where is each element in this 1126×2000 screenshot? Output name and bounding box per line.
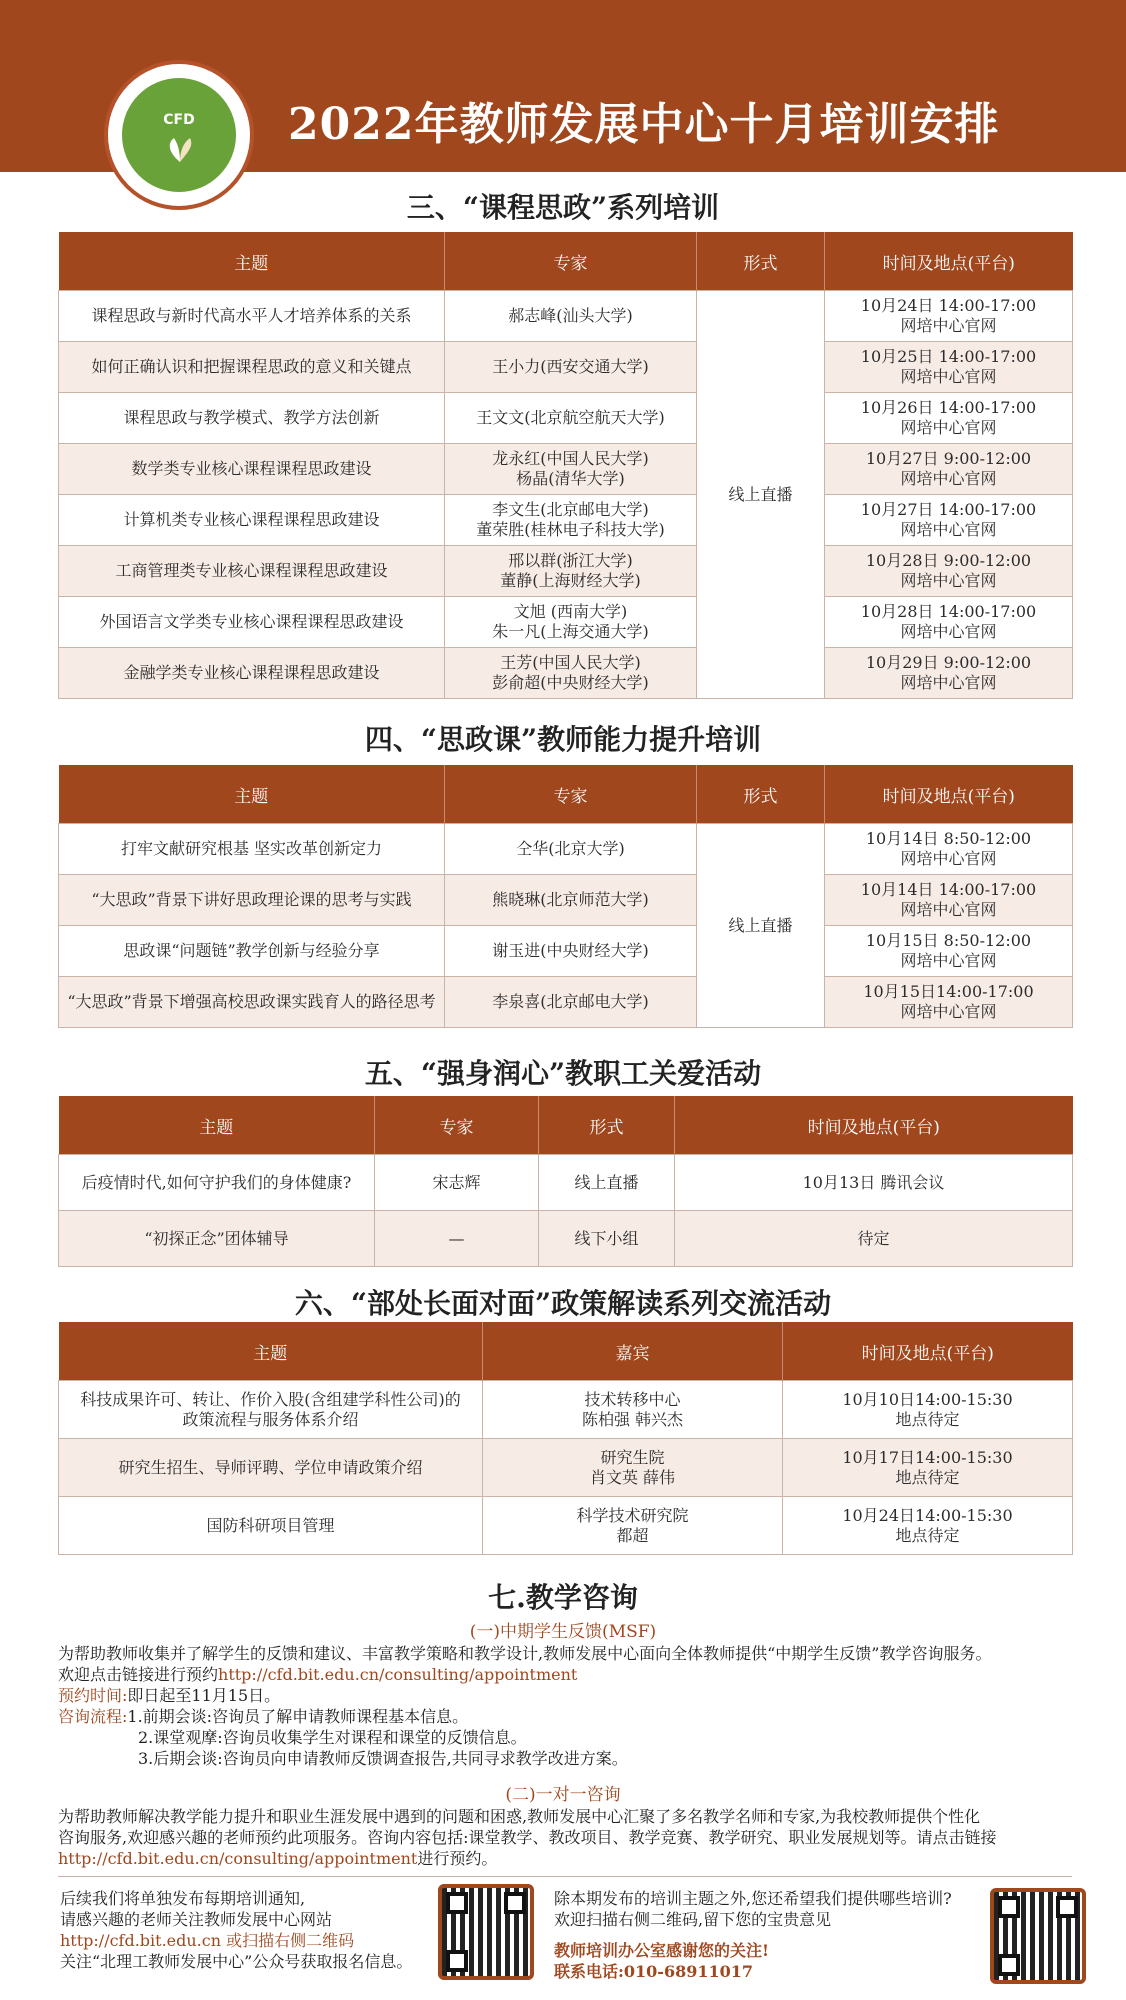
table-row bbox=[59, 1155, 1073, 1211]
expert-cell: 宋志辉 bbox=[375, 1155, 539, 1211]
col-format: 形式 bbox=[697, 232, 825, 291]
time-text: 10月15日 8:50-12:00 bbox=[865, 931, 1032, 950]
topic-cell-line: 国防科研项目管理 bbox=[206, 1515, 335, 1535]
expert-cell-line: 邢以群(浙江大学) bbox=[508, 551, 633, 570]
expert-cell bbox=[445, 393, 697, 444]
expert-cell bbox=[445, 875, 697, 926]
table-row bbox=[59, 342, 1073, 393]
col-expert: 专家 bbox=[375, 1096, 539, 1155]
msf-intro: 为帮助教师收集并了解学生的反馈和建议、丰富教学策略和教学设计,教师发展中心面向全体教师提供“中期学生反馈”教学咨询服务。 bbox=[58, 1644, 992, 1663]
col-expert: 专家 bbox=[445, 765, 697, 824]
msf-description bbox=[58, 1643, 1072, 1769]
topic-cell-line: 政策流程与服务体系介绍 bbox=[182, 1409, 359, 1429]
footer-left-line-1: 后续我们将单独发布每期培训通知, bbox=[60, 1889, 306, 1908]
col-topic: 主题 bbox=[59, 232, 445, 291]
expert-cell bbox=[445, 926, 697, 977]
time-place-cell bbox=[825, 342, 1073, 393]
ideology-course-table bbox=[58, 765, 1073, 1028]
table-row bbox=[59, 393, 1073, 444]
place-text: 地点待定 bbox=[895, 1467, 960, 1487]
topic-cell: 打牢文献研究根基 坚实改革创新定力 bbox=[59, 824, 445, 875]
expert-cell-line: 董荣胜(桂林电子科技大学) bbox=[476, 520, 665, 539]
topic-cell bbox=[59, 1439, 483, 1497]
time-text: 10月27日 14:00-17:00 bbox=[860, 500, 1037, 519]
course-ideology-table bbox=[58, 232, 1073, 699]
page-title: 2022年教师发展中心十月培训安排 bbox=[288, 99, 1000, 150]
expert-cell bbox=[445, 291, 697, 342]
col-time-place: 时间及地点(平台) bbox=[825, 765, 1073, 824]
table-row bbox=[59, 1439, 1073, 1497]
one-on-one-link-suffix: 进行预约。 bbox=[417, 1849, 498, 1868]
time-text: 10月29日 9:00-12:00 bbox=[865, 653, 1032, 672]
format-cell: 线上直播 bbox=[539, 1155, 675, 1211]
topic-cell: 数学类专业核心课程课程思政建设 bbox=[59, 444, 445, 495]
table-row bbox=[59, 495, 1073, 546]
time-text: 10月14日 14:00-17:00 bbox=[860, 880, 1037, 899]
guest-cell-line: 研究生院 bbox=[600, 1447, 665, 1467]
policy-exchange-table bbox=[58, 1322, 1073, 1555]
expert-cell bbox=[445, 444, 697, 495]
time-cell: 待定 bbox=[675, 1211, 1073, 1267]
table-row bbox=[59, 291, 1073, 342]
topic-cell bbox=[59, 1381, 483, 1439]
time-place-cell bbox=[825, 824, 1073, 875]
time-place-cell bbox=[825, 648, 1073, 699]
topic-cell: “大思政”背景下增强高校思政课实践育人的路径思考 bbox=[59, 977, 445, 1028]
expert-cell bbox=[445, 495, 697, 546]
time-place-cell bbox=[783, 1381, 1073, 1439]
topic-cell: 如何正确认识和把握课程思政的意义和关键点 bbox=[59, 342, 445, 393]
expert-cell-line: 郝志峰(汕头大学) bbox=[508, 306, 633, 325]
time-text: 10月15日14:00-17:00 bbox=[863, 982, 1034, 1001]
expert-cell-line: 杨晶(清华大学) bbox=[516, 469, 625, 488]
time-place-cell bbox=[783, 1439, 1073, 1497]
guest-cell bbox=[483, 1381, 783, 1439]
table-row bbox=[59, 977, 1073, 1028]
expert-cell bbox=[445, 342, 697, 393]
topic-cell: “大思政”背景下讲好思政理论课的思考与实践 bbox=[59, 875, 445, 926]
topic-cell: 外国语言文学类专业核心课程课程思政建设 bbox=[59, 597, 445, 648]
guest-cell-line: 科学技术研究院 bbox=[576, 1505, 689, 1525]
time-text: 10月10日14:00-15:30 bbox=[842, 1389, 1013, 1409]
footer-right-notice bbox=[554, 1888, 994, 1982]
col-topic: 主题 bbox=[59, 1096, 375, 1155]
expert-cell-line: 李泉喜(北京邮电大学) bbox=[492, 992, 649, 1011]
place-text: 网培中心官网 bbox=[900, 418, 997, 437]
msf-subtitle: (一)中期学生反馈(MSF) bbox=[469, 1622, 657, 1642]
format-cell: 线上直播 bbox=[697, 291, 825, 699]
logo-text: CFD bbox=[163, 112, 195, 128]
table-row bbox=[59, 1211, 1073, 1267]
expert-cell-line: 朱一凡(上海交通大学) bbox=[492, 622, 649, 641]
expert-cell-line: 王芳(中国人民大学) bbox=[500, 653, 641, 672]
expert-cell-line: 龙永红(中国人民大学) bbox=[492, 449, 649, 468]
time-text: 10月24日14:00-15:30 bbox=[842, 1505, 1013, 1525]
col-time-place: 时间及地点(平台) bbox=[825, 232, 1073, 291]
time-text: 10月14日 8:50-12:00 bbox=[865, 829, 1032, 848]
table-row bbox=[59, 444, 1073, 495]
expert-cell-line: 王文文(北京航空航天大学) bbox=[476, 408, 665, 427]
leaf-icon bbox=[160, 134, 200, 164]
topic-cell bbox=[59, 1497, 483, 1555]
section-6-title: 六、“部处长面对面”政策解读系列交流活动 bbox=[294, 1287, 832, 1320]
col-guest: 嘉宾 bbox=[483, 1322, 783, 1381]
time-place-cell bbox=[825, 546, 1073, 597]
place-text: 网培中心官网 bbox=[900, 469, 997, 488]
guest-cell bbox=[483, 1439, 783, 1497]
place-text: 网培中心官网 bbox=[900, 849, 997, 868]
col-format: 形式 bbox=[539, 1096, 675, 1155]
booking-label: 预约时间: bbox=[58, 1686, 128, 1705]
place-text: 地点待定 bbox=[895, 1409, 960, 1429]
expert-cell-line: 王小力(西安交通大学) bbox=[492, 357, 649, 376]
topic-cell-line: 研究生招生、导师评聘、学位申请政策介绍 bbox=[118, 1457, 423, 1477]
table-row bbox=[59, 1497, 1073, 1555]
expert-cell bbox=[445, 648, 697, 699]
topic-cell: 思政课“问题链”教学创新与经验分享 bbox=[59, 926, 445, 977]
time-place-cell bbox=[825, 977, 1073, 1028]
topic-cell-line: 科技成果许可、转让、作价入股(含组建学科性公司)的 bbox=[80, 1389, 461, 1409]
logo-emblem bbox=[122, 78, 236, 192]
format-cell: 线上直播 bbox=[697, 824, 825, 1028]
time-text: 10月27日 9:00-12:00 bbox=[865, 449, 1032, 468]
expert-cell-line: 文旭 (西南大学) bbox=[513, 602, 628, 621]
place-text: 网培中心官网 bbox=[900, 673, 997, 692]
format-cell: 线下小组 bbox=[539, 1211, 675, 1267]
process-step-1: 1.前期会谈:咨询员了解申请教师课程基本信息。 bbox=[127, 1707, 469, 1726]
topic-cell: 金融学类专业核心课程课程思政建设 bbox=[59, 648, 445, 699]
expert-cell-line: 彭俞超(中央财经大学) bbox=[492, 673, 649, 692]
place-text: 网培中心官网 bbox=[900, 367, 997, 386]
topic-cell: 课程思政与教学模式、教学方法创新 bbox=[59, 393, 445, 444]
section-5-title: 五、“强身润心”教职工关爱活动 bbox=[364, 1057, 762, 1090]
time-place-cell bbox=[825, 495, 1073, 546]
col-expert: 专家 bbox=[445, 232, 697, 291]
topic-cell: 课程思政与新时代高水平人才培养体系的关系 bbox=[59, 291, 445, 342]
footer-right-line-2: 欢迎扫描右侧二维码,留下您的宝贵意见 bbox=[554, 1910, 832, 1929]
col-time-place: 时间及地点(平台) bbox=[783, 1322, 1073, 1381]
msf-appointment-link[interactable]: http://cfd.bit.edu.cn/consulting/appointment bbox=[218, 1665, 578, 1684]
expert-cell-line: 李文生(北京邮电大学) bbox=[492, 500, 649, 519]
table-row bbox=[59, 648, 1073, 699]
footer-left-line-3[interactable]: http://cfd.bit.edu.cn 或扫描右侧二维码 bbox=[60, 1931, 355, 1950]
topic-cell: “初探正念”团体辅导 bbox=[59, 1211, 375, 1267]
footer-left-line-2: 请感兴趣的老师关注教师发展中心网站 bbox=[60, 1910, 333, 1929]
one-on-one-text-2: 咨询服务,欢迎感兴趣的老师预约此项服务。咨询内容包括:课堂教学、教改项目、教学竞赛、教学研究、职业发展规划等。请点击链接 bbox=[58, 1828, 997, 1847]
expert-cell bbox=[445, 546, 697, 597]
time-text: 10月28日 14:00-17:00 bbox=[860, 602, 1037, 621]
expert-cell-line: 董静(上海财经大学) bbox=[500, 571, 641, 590]
one-on-one-description bbox=[58, 1806, 1072, 1869]
time-place-cell bbox=[825, 291, 1073, 342]
one-on-one-subtitle: (二)一对一咨询 bbox=[505, 1785, 621, 1805]
time-text: 10月28日 9:00-12:00 bbox=[865, 551, 1032, 570]
table-row bbox=[59, 926, 1073, 977]
col-topic: 主题 bbox=[59, 1322, 483, 1381]
footer-phone: 联系电话:010-68911017 bbox=[554, 1962, 754, 1981]
time-place-cell bbox=[825, 393, 1073, 444]
guest-cell-line: 陈柏强 韩兴杰 bbox=[581, 1409, 684, 1429]
footer-thanks: 教师培训办公室感谢您的关注! bbox=[554, 1941, 770, 1960]
col-time-place: 时间及地点(平台) bbox=[675, 1096, 1073, 1155]
time-place-cell bbox=[825, 926, 1073, 977]
msf-link-prefix: 欢迎点击链接进行预约 bbox=[58, 1665, 219, 1684]
time-place-cell bbox=[825, 875, 1073, 926]
process-label: 咨询流程: bbox=[58, 1707, 128, 1726]
process-step-2: 2.课堂观摩:咨询员收集学生对课程和课堂的反馈信息。 bbox=[138, 1728, 527, 1747]
place-text: 网培中心官网 bbox=[900, 1002, 997, 1021]
expert-cell-line: 谢玉进(中央财经大学) bbox=[492, 941, 649, 960]
place-text: 网培中心官网 bbox=[900, 316, 997, 335]
qr-code-feedback[interactable] bbox=[990, 1888, 1086, 1984]
place-text: 网培中心官网 bbox=[900, 622, 997, 641]
topic-cell: 工商管理类专业核心课程课程思政建设 bbox=[59, 546, 445, 597]
time-cell: 10月13日 腾讯会议 bbox=[675, 1155, 1073, 1211]
table-row bbox=[59, 824, 1073, 875]
table-row bbox=[59, 597, 1073, 648]
one-on-one-text-1: 为帮助教师解决教学能力提升和职业生涯发展中遇到的问题和困惑,教师发展中心汇聚了多名教学名师和专家,为我校教师提供个性化 bbox=[58, 1807, 981, 1826]
time-text: 10月25日 14:00-17:00 bbox=[860, 347, 1037, 366]
expert-cell bbox=[445, 597, 697, 648]
guest-cell-line: 技术转移中心 bbox=[584, 1389, 681, 1409]
time-place-cell bbox=[825, 444, 1073, 495]
staff-care-table bbox=[58, 1096, 1073, 1267]
place-text: 地点待定 bbox=[895, 1525, 960, 1545]
col-format: 形式 bbox=[697, 765, 825, 824]
expert-cell-line: 仝华(北京大学) bbox=[516, 839, 625, 858]
topic-cell: 后疫情时代,如何守护我们的身体健康? bbox=[59, 1155, 375, 1211]
place-text: 网培中心官网 bbox=[900, 571, 997, 590]
section-7-title: 七.教学咨询 bbox=[488, 1581, 638, 1614]
section-4-title: 四、“思政课”教师能力提升培训 bbox=[364, 723, 762, 756]
guest-cell-line: 都超 bbox=[616, 1525, 649, 1545]
time-place-cell bbox=[783, 1497, 1073, 1555]
table-row bbox=[59, 1381, 1073, 1439]
time-text: 10月26日 14:00-17:00 bbox=[860, 398, 1037, 417]
table-row bbox=[59, 546, 1073, 597]
col-topic: 主题 bbox=[59, 765, 445, 824]
footer-left-line-4: 关注“北理工教师发展中心”公众号获取报名信息。 bbox=[60, 1952, 413, 1971]
guest-cell bbox=[483, 1497, 783, 1555]
time-text: 10月24日 14:00-17:00 bbox=[860, 296, 1037, 315]
table-row bbox=[59, 875, 1073, 926]
section-3-title: 三、“课程思政”系列培训 bbox=[406, 191, 720, 224]
guest-cell-line: 肖文英 薛伟 bbox=[589, 1467, 676, 1487]
footer-divider bbox=[58, 1876, 1072, 1877]
expert-cell bbox=[445, 977, 697, 1028]
time-place-cell bbox=[825, 597, 1073, 648]
place-text: 网培中心官网 bbox=[900, 520, 997, 539]
qr-code-wechat[interactable] bbox=[438, 1884, 534, 1980]
place-text: 网培中心官网 bbox=[900, 951, 997, 970]
process-step-3: 3.后期会谈:咨询员向申请教师反馈调查报告,共同寻求教学改进方案。 bbox=[138, 1749, 628, 1768]
booking-value: 即日起至11月15日。 bbox=[127, 1686, 281, 1705]
expert-cell-line: 熊晓琳(北京师范大学) bbox=[492, 890, 649, 909]
one-on-one-link[interactable]: http://cfd.bit.edu.cn/consulting/appointment bbox=[58, 1849, 418, 1868]
time-text: 10月17日14:00-15:30 bbox=[842, 1447, 1013, 1467]
expert-cell bbox=[445, 824, 697, 875]
topic-cell: 计算机类专业核心课程课程思政建设 bbox=[59, 495, 445, 546]
place-text: 网培中心官网 bbox=[900, 900, 997, 919]
expert-cell: — bbox=[375, 1211, 539, 1267]
footer-left-notice bbox=[60, 1888, 420, 1972]
footer-right-line-1: 除本期发布的培训主题之外,您还希望我们提供哪些培训? bbox=[554, 1889, 952, 1908]
